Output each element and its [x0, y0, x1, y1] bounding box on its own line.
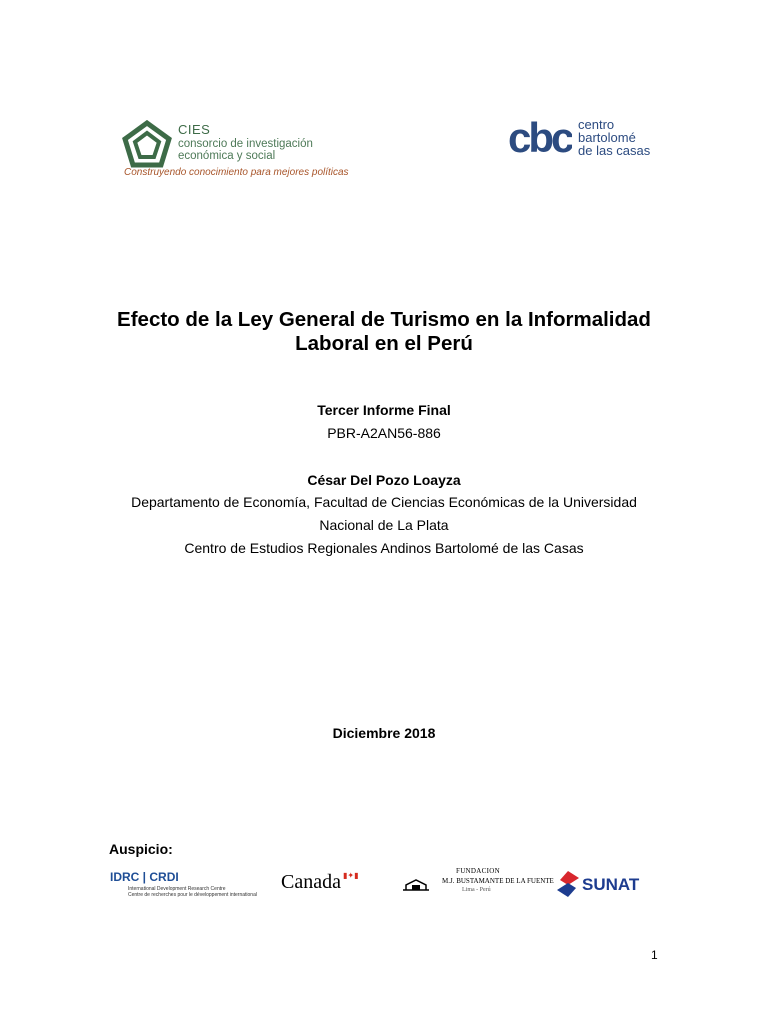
cies-logo [122, 120, 362, 182]
idrc-sub2: Centre de recherches pour le développement international [128, 892, 257, 898]
cbc-mark-icon [508, 114, 572, 160]
cbc-line3: de las casas [578, 143, 651, 158]
title-line-1: Efecto de la Ley General de Turismo en la Informalidad [117, 308, 651, 331]
cies-pentagon-icon [122, 120, 172, 170]
document-title [0, 308, 768, 356]
idrc-logo [108, 866, 257, 900]
affiliation-line-2: Nacional de La Plata [319, 517, 449, 533]
canada-wordmark: Canada [281, 871, 341, 893]
author-name: César Del Pozo Loayza [307, 472, 461, 488]
sunat-logo [556, 870, 660, 900]
bustamante-logo [402, 865, 554, 899]
svg-text:cbc: cbc [508, 114, 572, 160]
cbc-logo [508, 114, 678, 164]
cies-tagline: Construyendo conocimiento para mejores políticas [124, 167, 349, 178]
cies-name: CIES [178, 122, 211, 137]
page-number: 1 [651, 948, 658, 962]
affiliation-line-1: Departamento de Economía, Facultad de Ciencias Económicas de la Universidad [131, 494, 637, 510]
cbc-line1: centro [578, 117, 615, 132]
canada-logo [281, 871, 361, 897]
report-type: Tercer Informe Final [317, 402, 451, 418]
auspicio-label: Auspicio: [109, 841, 173, 857]
sunat-wordmark: SUNAT [582, 875, 640, 894]
bustamante-line1: FUNDACION [456, 867, 500, 875]
sunat-emblem-icon [556, 870, 580, 898]
canada-flag-icon: ▮✦▮ [343, 871, 359, 880]
cbc-line2: bartolomé [578, 130, 636, 145]
bustamante-line2: M.J. BUSTAMANTE DE LA FUENTE [442, 877, 554, 885]
report-code: PBR-A2AN56-886 [327, 425, 441, 441]
idrc-sub1: International Development Research Centre [128, 886, 226, 892]
affiliation-line-3: Centro de Estudios Regionales Andinos Bartolomé de las Casas [184, 540, 584, 556]
cies-line2: económica y social [178, 150, 276, 162]
title-line-2: Laboral en el Perú [295, 332, 473, 355]
bustamante-emblem-icon [402, 879, 430, 891]
report-date: Diciembre 2018 [332, 725, 436, 741]
cies-line1: consorcio de investigación [178, 138, 313, 150]
idrc-name: IDRC | CRDI [110, 870, 179, 884]
bustamante-line3: Lima - Perú [462, 887, 491, 893]
